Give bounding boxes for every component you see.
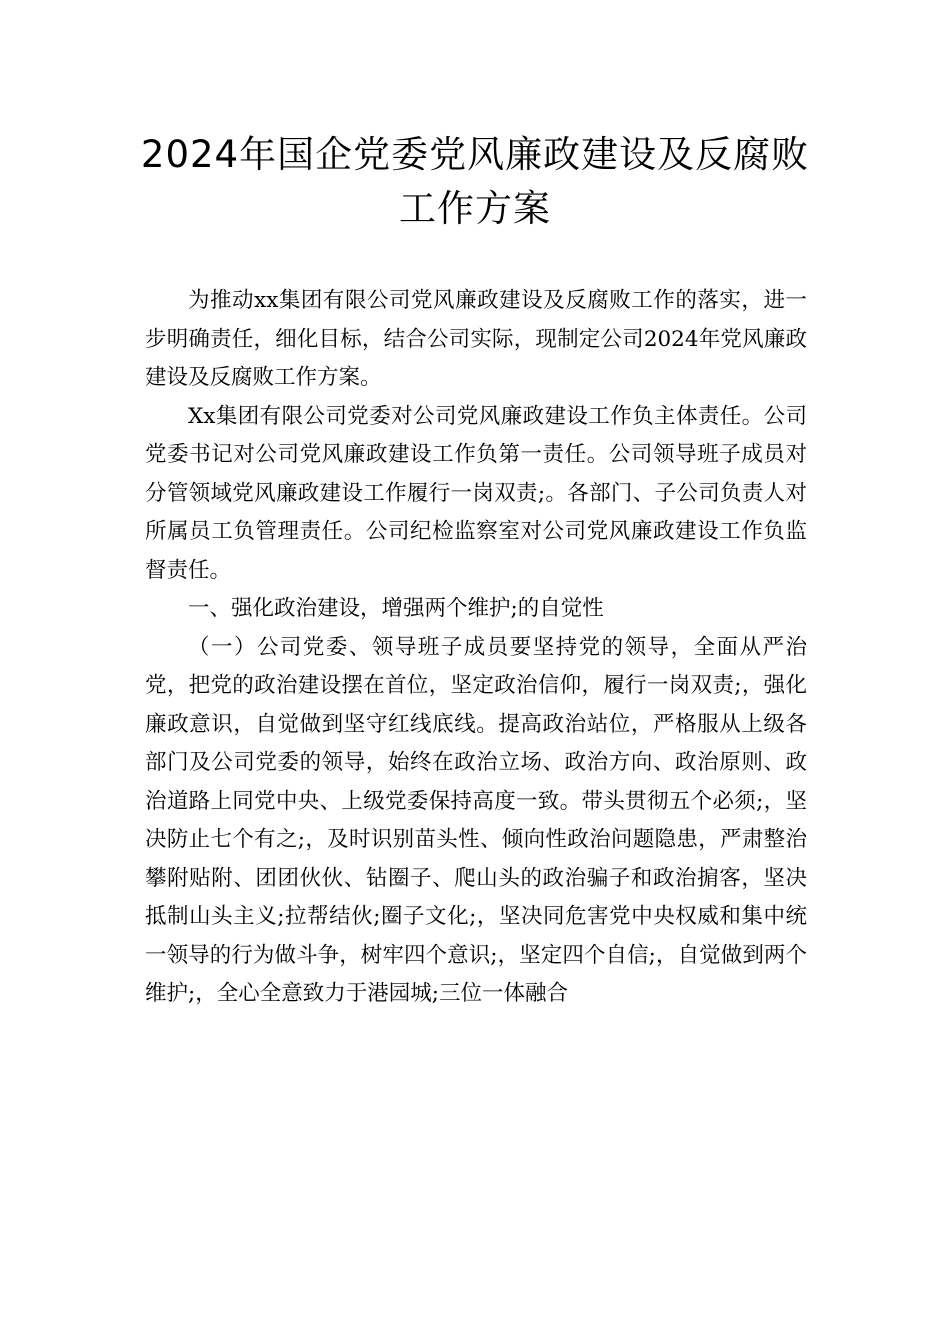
section-heading-1: 一、强化政治建设，增强两个维护;的自觉性 bbox=[188, 596, 604, 621]
title-line-1: 2024年国企党委党风廉政建设及反腐败 bbox=[140, 133, 810, 176]
paragraph-intro: 为推动xx集团有限公司党风廉政建设及反腐败工作的落实，进一步明确责任，细化目标，结合公司实际，现制定公司2024年党风廉政建设及反腐败工作方案。 bbox=[145, 288, 807, 390]
title-line-2: 工作方案 bbox=[399, 187, 551, 230]
paragraph-responsibility: Xx集团有限公司党委对公司党风廉政建设工作负主体责任。公司党委书记对公司党风廉政建设工作负第一责任。公司领导班子成员对分管领域党风廉政建设工作履行一岗双责;。各部门、子公司负责人对所属员工负管理责任。公司纪检监察室对公司党风廉政建设工作负监督责任。 bbox=[145, 403, 807, 583]
document-title bbox=[130, 128, 820, 236]
paragraph-section-1-item-1: （一）公司党委、领导班子成员要坚持党的领导，全面从严治党，把党的政治建设摆在首位，坚定政治信仰，履行一岗双责;，强化廉政意识，自觉做到坚守红线底线。提高政治站位，严格服从上级各部门及公司党委的领导，始终在政治立场、政治方向、政治原则、政治道路上同党中央、上级党委保持高度一致。带头贯彻五个必须;，坚决防止七个有之;，及时识别苗头性、倾向性政治问题隐患，严肃整治攀附贴附、团团伙伙、钻圈子、爬山头的政治骗子和政治掮客，坚决抵制山头主义;拉帮结伙;圈子文化;，坚决同危害党中央权威和集中统一领导的行为做斗争，树牢四个意识;，坚定四个自信;，自觉做到两个维护;，全心全意致力于港园城;三位一体融合 bbox=[145, 634, 807, 1006]
document-body bbox=[145, 282, 807, 1014]
